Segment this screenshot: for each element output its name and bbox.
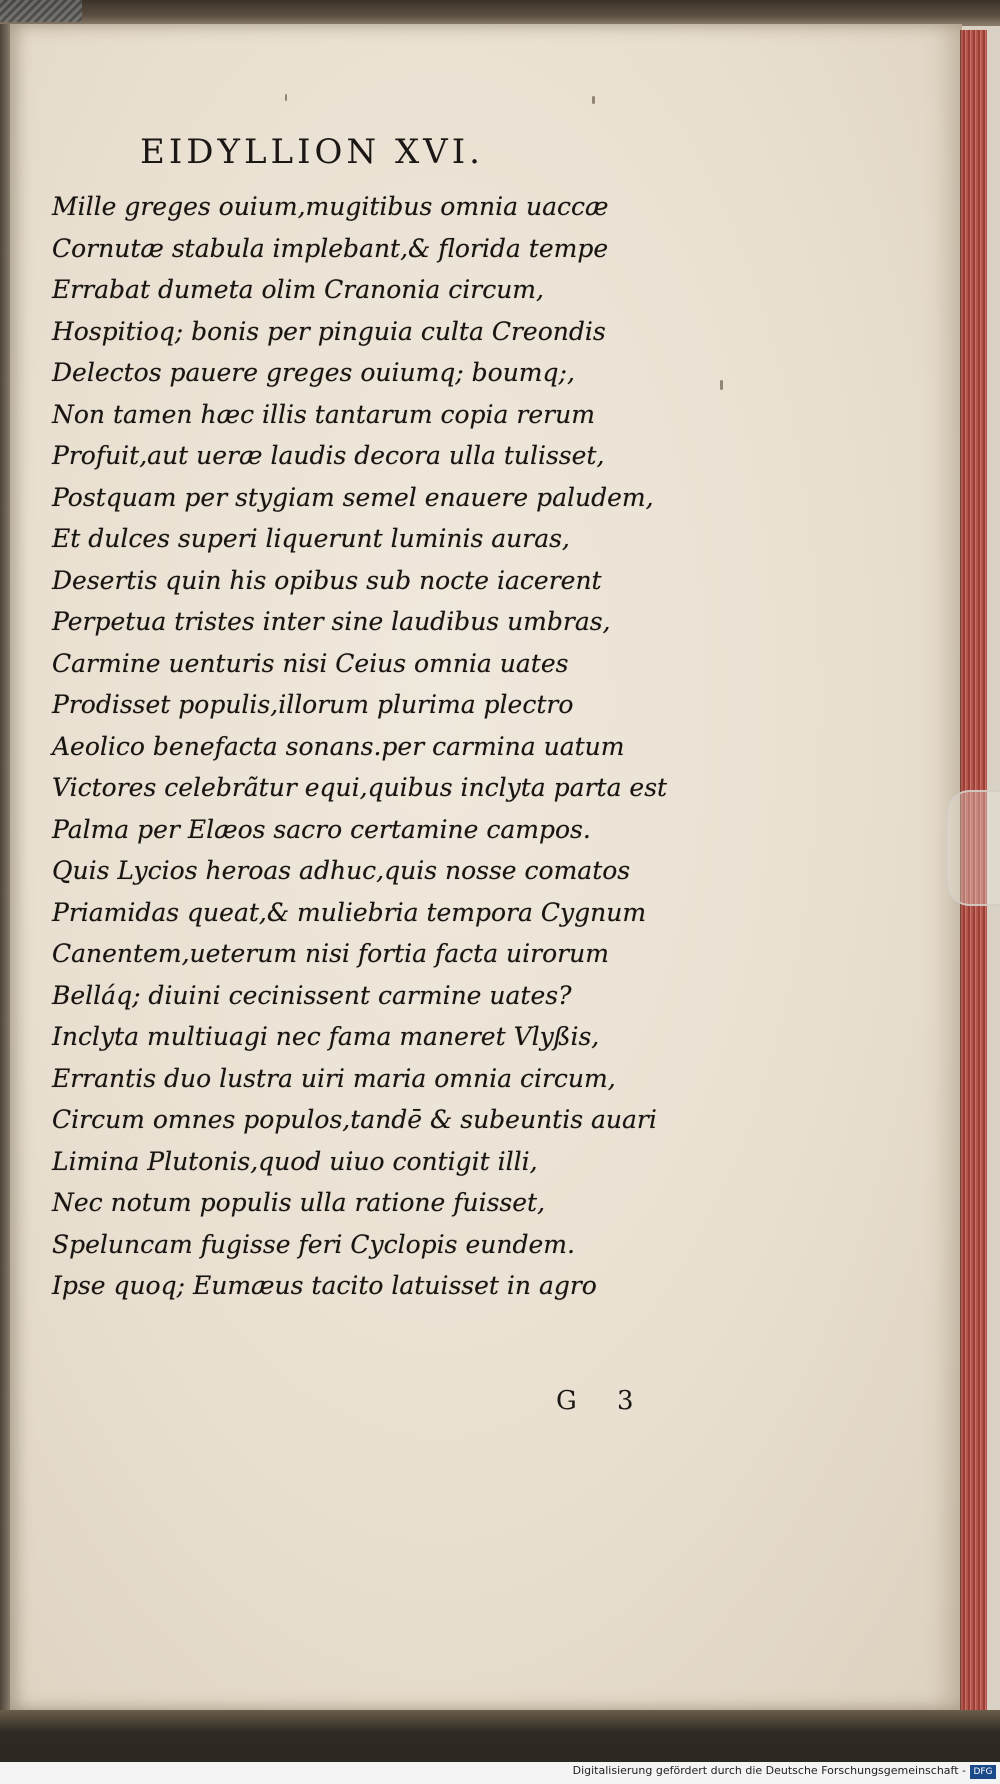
verse-line: Et dulces superi liquerunt luminis auras, (52, 524, 570, 553)
page-clip-holder (946, 790, 1000, 906)
verse-line: Errantis duo lustra uiri maria omnia circum, (52, 1063, 616, 1093)
verse-line: Circum omnes populos,tandē & subeuntis auari (52, 1105, 657, 1134)
verse-line: Cornutæ stabula implebant,& florida tempe (52, 233, 609, 263)
verse-line: Limina Plutonis,quod uiuo contigit illi, (52, 1146, 538, 1176)
verse-line: Speluncam fugisse feri Cyclopis eundem. (52, 1229, 575, 1259)
verse-line: Carmine uenturis nisi Ceius omnia uates (52, 648, 569, 678)
verse-line: Profuit,aut ueræ laudis decora ulla tulisset, (52, 441, 605, 470)
dfg-logo: DFG (970, 1765, 996, 1779)
verse-line: Hospitioq; bonis per pinguia culta Creondis (52, 316, 606, 346)
scan-corner-artifact (0, 0, 82, 22)
verse-line: Non tamen hæc illis tantarum copia rerum (52, 399, 595, 429)
verse-line: Postquam per stygiam semel enauere paludem, (52, 482, 654, 512)
verse-line: Palma per Elæos sacro certamine campos. (52, 814, 591, 844)
verse-line: Priamidas queat,& muliebria tempora Cygnum (52, 897, 647, 927)
binding-top-strip (0, 0, 1000, 26)
verse-line: Ipse quoq; Eumæus tacito latuisset in agro (52, 1271, 597, 1300)
verse-line: Perpetua tristes inter sine laudibus umbras, (52, 607, 611, 636)
verse-line: Prodisset populis,illorum plurima plectro (52, 690, 574, 719)
verse-line: Aeolico benefacta sonans.per carmina uatum (52, 731, 625, 761)
signature-mark: G 3 (556, 1386, 650, 1416)
verse-line: Victores celebrãtur equi,quibus inclyta parta est (52, 773, 668, 802)
paper-speck (720, 380, 723, 390)
verse-line: Canentem,ueterum nisi fortia facta uirorum (52, 939, 609, 968)
verse-line: Inclyta multiuagi nec fama maneret Vlyßis, (52, 1022, 600, 1051)
digitization-credit: Digitalisierung gefördert durch die Deutsche Forschungsgemeinschaft - (572, 1764, 966, 1777)
verse-line: Mille greges ouium,mugitibus omnia uaccæ (52, 192, 609, 221)
paper-speck (592, 96, 595, 104)
verse-line: Belláq; diuini cecinissent carmine uates? (52, 980, 572, 1010)
verse-list (52, 186, 752, 1307)
running-head: EIDYLLION XVI. (140, 132, 484, 172)
verse-line: Desertis quin his opibus sub nocte iacerent (52, 565, 602, 595)
paper-speck (285, 94, 287, 101)
verse-line: Delectos pauere greges ouiumq; boumq;, (52, 358, 575, 387)
verse-line: Nec notum populis ulla ratione fuisset, (52, 1188, 546, 1217)
verse-line: Quis Lycios heroas adhuc,quis nosse comatos (52, 856, 631, 885)
verse-line: Errabat dumeta olim Cranonia circum, (52, 275, 544, 304)
